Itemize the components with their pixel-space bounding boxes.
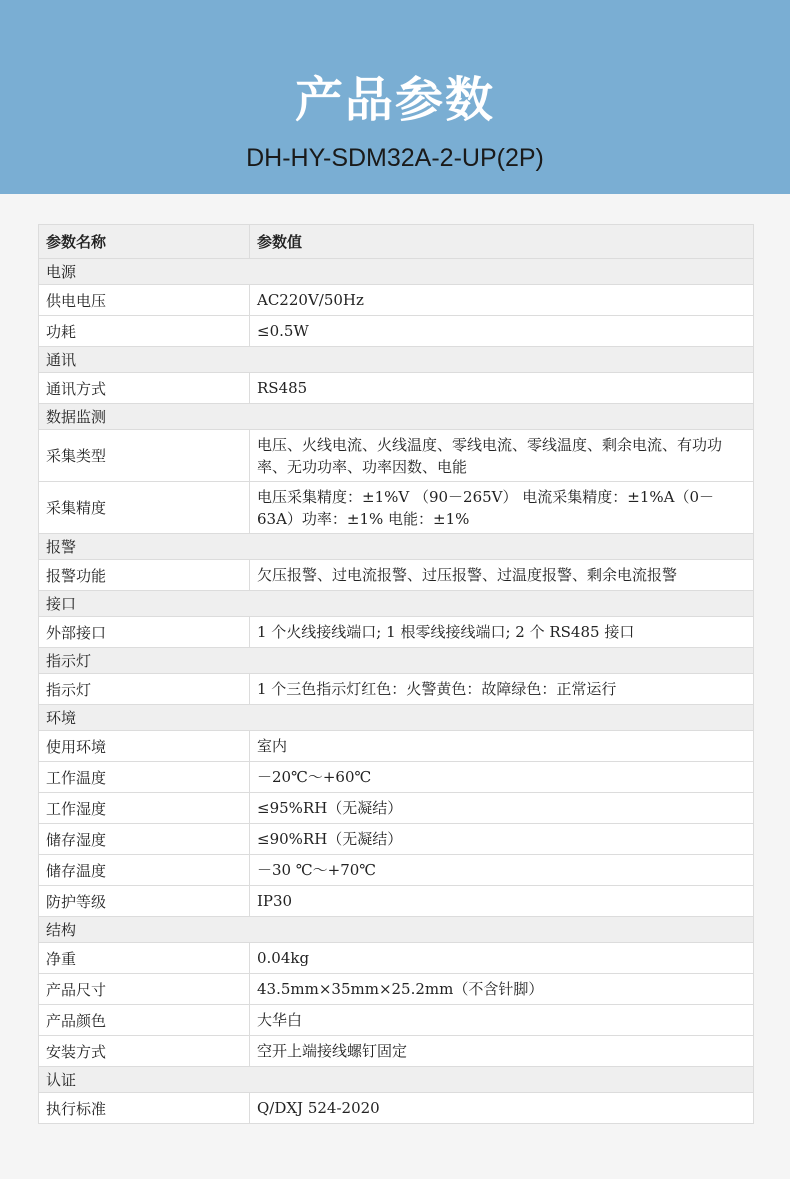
parameter-value: 欠压报警、过电流报警、过压报警、过温度报警、剩余电流报警: [250, 560, 754, 591]
parameter-value: 空开上端接线螺钉固定: [250, 1036, 754, 1067]
parameter-name: 安装方式: [39, 1036, 250, 1067]
parameter-value: －20℃～+60℃: [250, 762, 754, 793]
table-row: [39, 617, 754, 648]
parameter-table-container: [38, 224, 753, 1124]
table-section-row: [39, 705, 754, 731]
table-row: [39, 855, 754, 886]
section-label: 报警: [39, 534, 754, 560]
table-row: [39, 943, 754, 974]
table-row: [39, 974, 754, 1005]
parameter-name: 防护等级: [39, 886, 250, 917]
table-section-row: [39, 404, 754, 430]
parameter-value: －30 ℃～+70℃: [250, 855, 754, 886]
table-row: [39, 793, 754, 824]
table-section-row: [39, 347, 754, 373]
parameter-value: 1 个火线接线端口; 1 根零线接线端口; 2 个 RS485 接口: [250, 617, 754, 648]
table-row: [39, 1005, 754, 1036]
table-row: [39, 373, 754, 404]
parameter-name: 采集类型: [39, 430, 250, 482]
parameter-value: 电压采集精度：±1%V （90－265V） 电流采集精度：±1%A（0－63A）功率：±1% 电能：±1%: [250, 482, 754, 534]
table-row: [39, 824, 754, 855]
parameter-name: 报警功能: [39, 560, 250, 591]
parameter-value: 室内: [250, 731, 754, 762]
table-row: [39, 762, 754, 793]
parameter-value: 0.04kg: [250, 943, 754, 974]
parameter-value: ≤0.5W: [250, 316, 754, 347]
table-section-row: [39, 1067, 754, 1093]
section-label: 电源: [39, 259, 754, 285]
page-title: 产品参数: [294, 72, 495, 128]
section-label: 认证: [39, 1067, 754, 1093]
parameter-value: IP30: [250, 886, 754, 917]
table-row: [39, 1036, 754, 1067]
parameter-value: Q/DXJ 524-2020: [250, 1093, 754, 1124]
table-row: [39, 285, 754, 316]
parameter-name: 功耗: [39, 316, 250, 347]
parameter-value: 大华白: [250, 1005, 754, 1036]
table-section-row: [39, 534, 754, 560]
table-row: [39, 886, 754, 917]
parameter-name: 净重: [39, 943, 250, 974]
column-header-value: 参数值: [250, 225, 754, 259]
section-label: 接口: [39, 591, 754, 617]
parameter-value: ≤95%RH（无凝结）: [250, 793, 754, 824]
table-body: [39, 259, 754, 1124]
parameter-name: 指示灯: [39, 674, 250, 705]
table-section-row: [39, 259, 754, 285]
parameter-name: 产品尺寸: [39, 974, 250, 1005]
parameter-value: 43.5mm×35mm×25.2mm（不含针脚）: [250, 974, 754, 1005]
parameter-name: 采集精度: [39, 482, 250, 534]
parameter-value: AC220V/50Hz: [250, 285, 754, 316]
parameter-name: 工作湿度: [39, 793, 250, 824]
parameter-name: 储存温度: [39, 855, 250, 886]
parameter-name: 工作温度: [39, 762, 250, 793]
parameter-value: 1 个三色指示灯红色：火警黄色：故障绿色：正常运行: [250, 674, 754, 705]
table-row: [39, 674, 754, 705]
parameter-name: 执行标准: [39, 1093, 250, 1124]
parameter-value: RS485: [250, 373, 754, 404]
table-section-row: [39, 648, 754, 674]
header-banner: [0, 0, 790, 194]
parameter-name: 供电电压: [39, 285, 250, 316]
parameter-value: ≤90%RH（无凝结）: [250, 824, 754, 855]
table-row: [39, 731, 754, 762]
section-label: 数据监测: [39, 404, 754, 430]
table-row: [39, 482, 754, 534]
parameter-name: 储存湿度: [39, 824, 250, 855]
section-label: 结构: [39, 917, 754, 943]
column-header-name: 参数名称: [39, 225, 250, 259]
table-row: [39, 560, 754, 591]
table-row: [39, 430, 754, 482]
table-section-row: [39, 917, 754, 943]
table-section-row: [39, 591, 754, 617]
parameter-table: [38, 224, 754, 1124]
table-header-row: [39, 225, 754, 259]
table-row: [39, 1093, 754, 1124]
parameter-name: 通讯方式: [39, 373, 250, 404]
parameter-name: 产品颜色: [39, 1005, 250, 1036]
product-model: DH-HY-SDM32A-2-UP(2P): [246, 144, 544, 172]
parameter-name: 使用环境: [39, 731, 250, 762]
table-row: [39, 316, 754, 347]
section-label: 通讯: [39, 347, 754, 373]
parameter-value: 电压、火线电流、火线温度、零线电流、零线温度、剩余电流、有功功率、无功功率、功率因数、电能: [250, 430, 754, 482]
section-label: 环境: [39, 705, 754, 731]
section-label: 指示灯: [39, 648, 754, 674]
parameter-name: 外部接口: [39, 617, 250, 648]
